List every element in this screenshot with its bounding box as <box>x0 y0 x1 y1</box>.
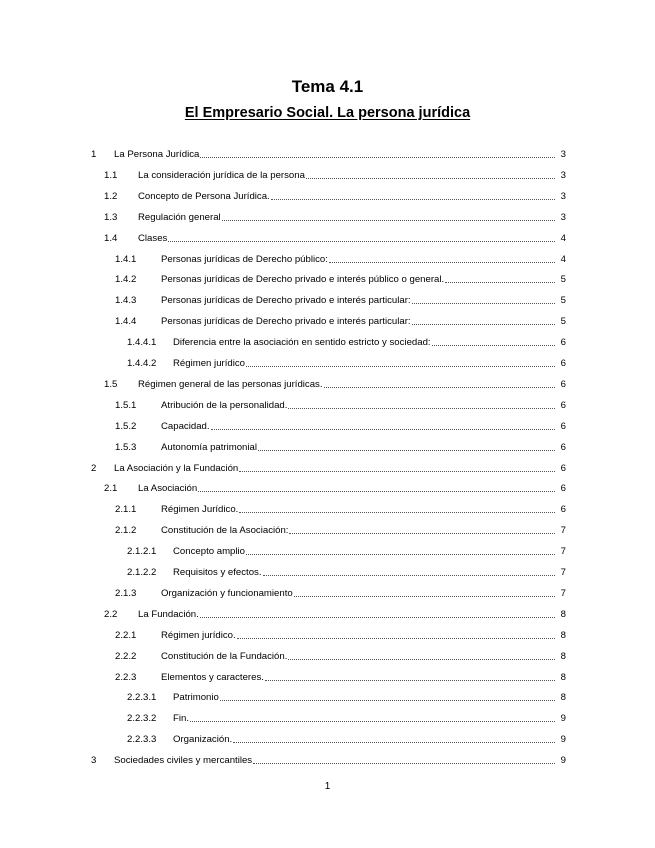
toc-leader-dots <box>246 366 555 367</box>
toc-leader-dots <box>306 178 555 179</box>
toc-entry-number: 2.1.2.2 <box>127 567 157 578</box>
toc-entry-page: 7 <box>560 546 566 558</box>
toc-leader-dots <box>432 345 555 346</box>
toc-leader-dots <box>258 450 555 451</box>
toc-entry-page: 7 <box>560 587 566 599</box>
toc-entry-page: 9 <box>560 734 566 746</box>
toc-entry-label: Atribución de la personalidad. <box>161 399 288 411</box>
toc-leader-dots <box>239 512 555 513</box>
toc-entry-number: 3 <box>91 755 97 767</box>
toc-entry-page: 3 <box>560 169 566 181</box>
toc-entry-page: 8 <box>560 629 566 641</box>
toc-entry[interactable] <box>127 687 566 708</box>
toc-leader-dots <box>211 429 555 430</box>
toc-entry-number: 1.5.1 <box>115 399 137 411</box>
toc-entry-number: 2 <box>91 462 97 474</box>
toc-leader-dots <box>263 575 555 576</box>
toc-entry-label: Régimen general de las personas jurídicas. <box>138 378 323 390</box>
toc-entry-label: Autonomía patrimonial <box>161 441 257 453</box>
toc-entry[interactable] <box>115 416 566 437</box>
toc-leader-dots <box>200 157 555 158</box>
toc-leader-dots <box>190 721 555 722</box>
toc-entry-page: 6 <box>560 378 566 390</box>
toc-entry-page: 8 <box>560 671 566 683</box>
toc-entry-label: La Fundación. <box>138 608 199 620</box>
document-title: Tema 4.1 <box>291 77 364 96</box>
toc-entry-number: 2.1.2 <box>115 525 137 537</box>
toc-entry-page: 6 <box>560 420 566 432</box>
toc-entry-number: 1.4.4 <box>115 316 137 328</box>
toc-entry[interactable] <box>127 708 566 729</box>
toc-entry-page: 7 <box>560 525 566 537</box>
toc-entry-label: Organización. <box>173 734 233 746</box>
toc-entry-number: 2.1.2.1 <box>127 546 157 558</box>
toc-entry-number: 1.4 <box>104 232 118 244</box>
toc-entry[interactable] <box>104 207 566 228</box>
toc-entry-label: Constitución de la Asociación: <box>161 525 289 537</box>
toc-leader-dots <box>412 303 555 304</box>
toc-entry-label: Personas jurídicas de Derecho privado e interés particular: <box>161 316 411 328</box>
toc-leader-dots <box>445 282 555 283</box>
toc-entry-page: 3 <box>560 211 566 223</box>
toc-entry-page: 6 <box>560 441 566 453</box>
toc-entry-number: 2.2 <box>104 608 118 620</box>
toc-entry-number: 1.1 <box>104 169 118 181</box>
toc-entry-label: Régimen jurídico <box>173 358 245 369</box>
toc-leader-dots <box>222 220 555 221</box>
toc-entry-number: 1.4.1 <box>115 253 137 265</box>
toc-entry-number: 2.1.3 <box>115 587 137 599</box>
toc-entry-label: Sociedades civiles y mercantiles <box>114 755 253 767</box>
toc-entry[interactable] <box>127 562 566 583</box>
toc-entry[interactable] <box>104 186 566 207</box>
toc-entry-label: La Persona Jurídica <box>114 149 200 160</box>
toc-leader-dots <box>168 241 555 242</box>
toc-entry[interactable] <box>104 604 566 625</box>
toc-entry[interactable] <box>91 750 566 771</box>
toc-entry-label: Personas jurídicas de Derecho público: <box>161 253 328 265</box>
toc-entry-number: 1.5.2 <box>115 420 137 432</box>
toc-leader-dots <box>271 199 555 200</box>
toc-entry[interactable] <box>127 332 566 353</box>
toc-entry-label: Capacidad. <box>161 420 210 432</box>
toc-entry-page: 5 <box>560 274 566 286</box>
toc-entry[interactable] <box>104 228 566 249</box>
toc-entry-number: 2.2.3.3 <box>127 734 157 746</box>
toc-leader-dots <box>289 533 555 534</box>
toc-entry-label: La consideración jurídica de la persona <box>138 169 305 181</box>
toc-entry-label: Concepto amplio <box>173 546 245 558</box>
toc-entry-label: La Asociación <box>138 483 198 495</box>
toc-leader-dots <box>294 596 555 597</box>
toc-leader-dots <box>324 387 555 388</box>
toc-entry-page: 3 <box>560 190 566 202</box>
toc-leader-dots <box>253 763 555 764</box>
toc-entry[interactable] <box>115 520 566 541</box>
toc-entry-page: 6 <box>560 337 566 349</box>
toc-entry[interactable] <box>127 353 566 374</box>
toc-leader-dots <box>220 700 555 701</box>
toc-entry-number: 2.2.3.1 <box>127 692 157 704</box>
toc-entry-page: 8 <box>560 608 566 620</box>
toc-entry[interactable] <box>104 165 566 186</box>
toc-entry-page: 8 <box>560 692 566 704</box>
toc-entry-number: 1.4.4.1 <box>127 337 157 349</box>
toc-entry[interactable] <box>115 583 566 604</box>
toc-entry-page: 3 <box>560 149 566 160</box>
toc-entry-number: 2.1 <box>104 483 118 495</box>
toc-entry-label: Concepto de Persona Jurídica. <box>138 190 270 202</box>
toc-entry-label: Personas jurídicas de Derecho privado e interés público o general. <box>161 274 445 286</box>
toc-entry-label: Diferencia entre la asociación en sentido estricto y sociedad: <box>173 337 431 349</box>
toc-entry[interactable] <box>115 437 566 458</box>
toc-entry[interactable] <box>115 311 566 332</box>
toc-entry-label: Regulación general <box>138 211 221 223</box>
toc-entry-number: 1.2 <box>104 190 118 202</box>
toc-entry-label: Clases <box>138 232 168 244</box>
toc-leader-dots <box>198 491 555 492</box>
toc-leader-dots <box>233 742 555 743</box>
toc-leader-dots <box>239 471 555 472</box>
toc-entry-number: 2.2.1 <box>115 629 137 641</box>
toc-entry-label: Régimen jurídico. <box>161 629 236 641</box>
toc-leader-dots <box>246 554 555 555</box>
toc-leader-dots <box>288 659 555 660</box>
toc-entry-page: 4 <box>560 253 566 265</box>
toc-entry-page: 4 <box>560 232 566 244</box>
toc-entry[interactable] <box>115 395 566 416</box>
toc-leader-dots <box>288 408 555 409</box>
toc-entry[interactable] <box>115 249 566 270</box>
toc-entry-label: Constitución de la Fundación. <box>161 650 288 662</box>
toc-leader-dots <box>265 680 555 681</box>
page-number: 1 <box>324 781 331 792</box>
toc-leader-dots <box>200 617 555 618</box>
toc-entry-page: 7 <box>560 567 566 578</box>
toc-entry-page: 6 <box>560 399 566 411</box>
toc-entry-number: 1.5 <box>104 378 118 390</box>
toc-entry-page: 6 <box>560 462 566 474</box>
toc-entry[interactable] <box>115 667 566 688</box>
toc-entry-page: 9 <box>560 713 566 725</box>
toc-entry-page: 6 <box>560 504 566 516</box>
document-subtitle: El Empresario Social. La persona jurídica <box>184 105 471 121</box>
toc-entry[interactable] <box>104 374 566 395</box>
toc-entry-number: 2.1.1 <box>115 504 137 516</box>
toc-entry-label: Organización y funcionamiento <box>161 587 293 599</box>
toc-entry-page: 5 <box>560 316 566 328</box>
toc-entry-page: 6 <box>560 483 566 495</box>
toc-entry[interactable] <box>115 499 566 520</box>
toc-entry[interactable] <box>104 478 566 499</box>
toc-entry[interactable] <box>115 646 566 667</box>
toc-entry-number: 2.2.3 <box>115 671 137 683</box>
toc-entry-number: 2.2.3.2 <box>127 713 157 725</box>
toc-entry-label: Personas jurídicas de Derecho privado e interés particular: <box>161 295 411 307</box>
toc-entry[interactable] <box>127 729 566 750</box>
toc-entry-number: 1.4.4.2 <box>127 358 157 369</box>
toc-leader-dots <box>412 324 555 325</box>
toc-entry-number: 1.3 <box>104 211 118 223</box>
toc-entry-number: 1 <box>91 149 97 160</box>
toc-entry-page: 5 <box>560 295 566 307</box>
toc-entry-number: 2.2.2 <box>115 650 137 662</box>
toc-entry-label: Elementos y caracteres. <box>161 671 264 683</box>
toc-entry-label: La Asociación y la Fundación <box>114 462 239 474</box>
toc-leader-dots <box>329 262 555 263</box>
toc-entry-number: 1.5.3 <box>115 441 137 453</box>
toc-entry[interactable] <box>91 458 566 479</box>
toc-entry-label: Régimen Jurídico. <box>161 504 239 516</box>
toc-entry[interactable] <box>115 625 566 646</box>
toc-entry-page: 9 <box>560 755 566 767</box>
toc-entry-label: Patrimonio <box>173 692 219 704</box>
toc-entry-page: 8 <box>560 650 566 662</box>
toc-entry-number: 1.4.2 <box>115 274 137 286</box>
toc-entry-label: Fin. <box>173 713 189 725</box>
toc-entry[interactable] <box>91 144 566 165</box>
toc-entry[interactable] <box>115 269 566 290</box>
toc-entry-label: Requisitos y efectos. <box>173 567 262 578</box>
toc-entry-number: 1.4.3 <box>115 295 137 307</box>
toc-entry-page: 6 <box>560 358 566 369</box>
toc-entry[interactable] <box>115 290 566 311</box>
toc-entry[interactable] <box>127 541 566 562</box>
toc-leader-dots <box>237 638 555 639</box>
